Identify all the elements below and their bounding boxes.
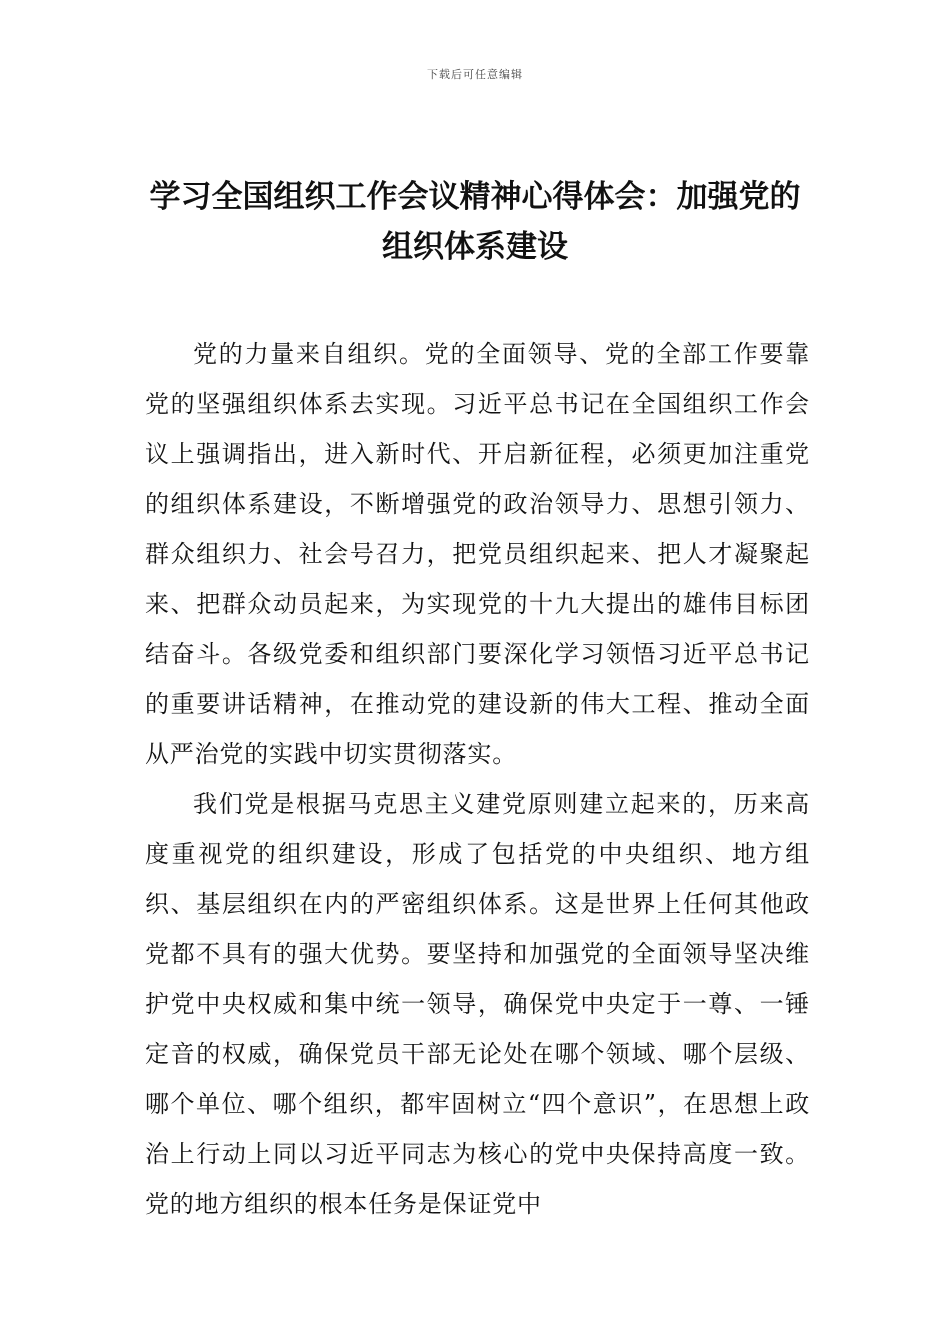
document-body <box>145 329 810 1229</box>
paragraph-2: 我们党是根据马克思主义建党原则建立起来的，历来高度重视党的组织建设，形成了包括党的中央组织、地方组织、基层组织在内的严密组织体系。这是世界上任何其他政党都不具有的强大优势。要坚持和加强党的全面领导坚决维护党中央权威和集中统一领导，确保党中央定于一尊、一锤定音的权威，确保党员干部无论处在哪个领域、哪个层级、哪个单位、哪个组织，都牢固树立“四个意识”，在思想上政治上行动上同以习近平同志为核心的党中央保持高度一致。党的地方组织的根本任务是保证党中 <box>145 790 810 1218</box>
page-header-note: 下载后可任意编辑 <box>427 68 523 81</box>
paragraph-1: 党的力量来自组织。党的全面领导、党的全部工作要靠党的坚强组织体系去实现。习近平总书记在全国组织工作会议上强调指出，进入新时代、开启新征程，必须更加注重党的组织体系建设，不断增强党的政治领导力、思想引领力、群众组织力、社会号召力，把党员组织起来、把人才凝聚起来、把群众动员起来，为实现党的十九大提出的雄伟目标团结奋斗。各级党委和组织部门要深化学习领悟习近平总书记的重要讲话精神，在推动党的建设新的伟大工程、推动全面从严治党的实践中切实贯彻落实。 <box>145 340 810 768</box>
document-title: 学习全国组织工作会议精神心得体会：加强党的组织体系建设 <box>149 179 801 265</box>
